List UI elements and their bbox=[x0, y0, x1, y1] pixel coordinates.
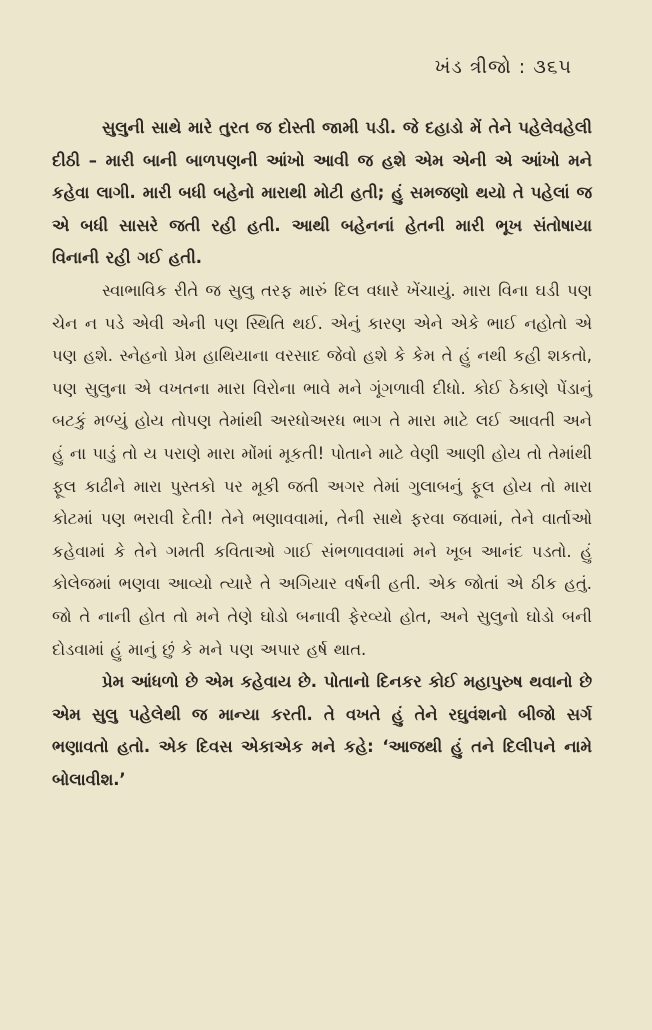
paragraph-3: પ્રેમ આંધળો છે એમ કહેવાય છે. પોતાનો દિનકર કોઈ મહાપુરુષ થવાનો છે એમ સુલુ પહેલેથી જ માન્યા કરતી. તે વખતે હું તેને રઘુવંશનો બીજો સર્ગ ભણાવતો હતો. એક દિવસ એકાએક મને કહે: ‘આજથી હું તને દિલીપને નામે બોલાવીશ.’ bbox=[52, 672, 592, 789]
running-head: ખંડ ત્રીજો : ૩૬૫ bbox=[434, 56, 572, 78]
paragraph-1: સુલુની સાથે મારે તુરત જ દોસ્તી જામી પડી. જે દહાડો મેં તેને પહેલેવહેલી દીઠી – મારી બાની બાળપણની આંખો આવી જ હશે એમ એની એ આંખો મને કહેવા લાગી. મારી બધી બહેનો મારાથી મોટી હતી; હું સમજણો થયો તે પહેલાં જ એ બધી સાસરે જતી રહી હતી. આથી બહેનનાં હેતની મારી ભૂખ સંતોષાયા વિનાની રહી ગઈ હતી. bbox=[52, 118, 592, 268]
paragraph-2: સ્વાભાવિક રીતે જ સુલુ તરફ મારું દિલ વધારે ખેંચાયું. મારા વિના ઘડી પણ ચેન ન પડે એવી એની પણ સ્થિતિ થઈ. એનું કારણ એને એકે ભાઈ નહોતો એ પણ હશે. સ્નેહનો પ્રેમ હાથિયાના વરસાદ જેવો હશે કે કેમ તે હું નથી કહી શકતો, પણ સુલુના એ વખતના મારા વિરોના ભાવે મને ગૂંગળાવી દીધો. કોઈ ઠેકાણે પેંડાનું બટકું મળ્યું હોય તોપણ તેમાંથી અરધોઅરધ ભાગ તે મારા માટે લઈ આવતી અને હું ના પાડું તો ય પરાણે મારા મોંમાં મૂકતી! પોતાને માટે વેણી આણી હોય તો તેમાંથી ફૂલ કાઢીને મારા પુસ્તકો પર મૂકી જતી અગર તેમાં ગુલાબનું ફૂલ હોય તો મારા કોટમાં પણ ભરાવી દેતી! તેને ભણાવવામાં, તેની સાથે ફરવા જવામાં, તેને વાર્તાઓ કહેવામાં કે તેને ગમતી કવિતાઓ ગાઈ સંભળાવવામાં મને ખૂબ આનંદ પડતો. હું કોલેજમાં ભણવા આવ્યો ત્યારે તે અગિયાર વર્ષની હતી. એક જોતાં એ ઠીક હતું. જો તે નાની હોત તો મને તેણે ઘોડો બનાવી ફેરવ્યો હોત, અને સુલુનો ઘોડો બની દોડવામાં હું માનું છું કે મને પણ અપાર હર્ષ થાત. bbox=[52, 280, 592, 659]
body-text bbox=[52, 112, 592, 796]
